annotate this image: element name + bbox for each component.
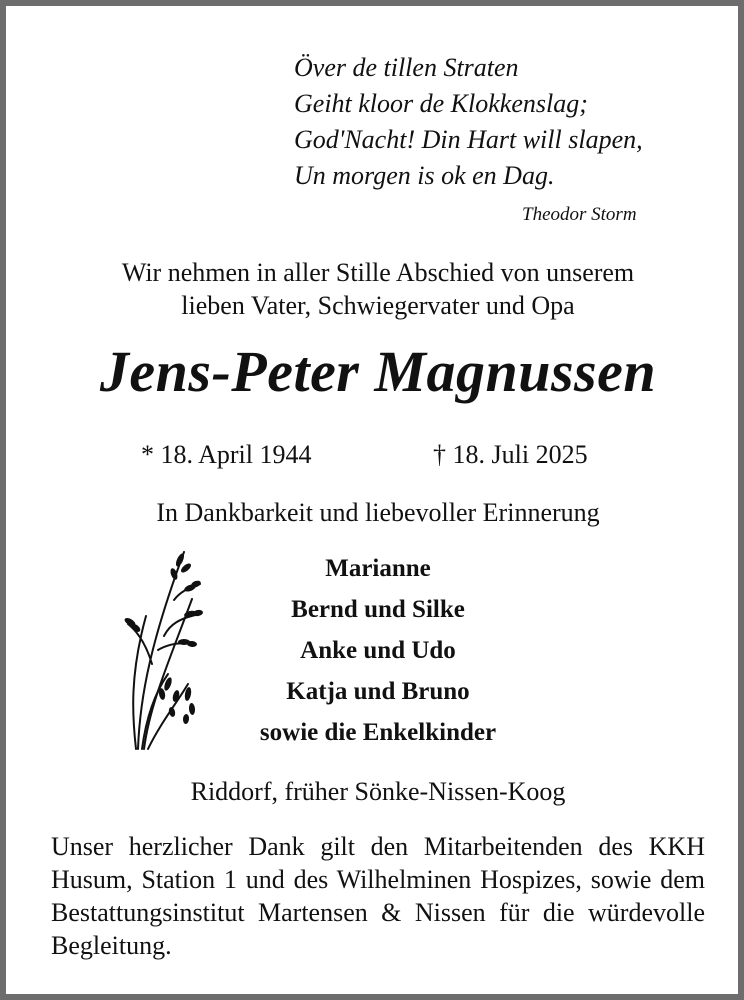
family-member: Katja und Bruno bbox=[286, 678, 470, 705]
poem-author: Theodor Storm bbox=[522, 204, 637, 225]
poem-line: Över de tillen Straten bbox=[294, 53, 519, 82]
family-list bbox=[206, 548, 550, 753]
death-date: † 18. Juli 2025 bbox=[433, 440, 588, 469]
family-member: Bernd und Silke bbox=[291, 596, 465, 623]
intro-line: lieben Vater, Schwiegervater und Opa bbox=[181, 291, 575, 320]
family-member: Anke und Udo bbox=[300, 637, 456, 664]
thanks-paragraph: Unser herzlicher Dank gilt den Mitarbeitenden des KKH Husum, Station 1 und des Wilhelminen Hospizes, sowie dem Bestattungsinstitut Martensen & Nissen für die würdevolle Begleitung. bbox=[51, 832, 705, 960]
family-member: sowie die Enkelkinder bbox=[259, 719, 497, 746]
place-line: Riddorf, früher Sönke-Nissen-Koog bbox=[190, 777, 566, 806]
intro-text bbox=[6, 256, 744, 322]
intro-line: Wir nehmen in aller Stille Abschied von unserem bbox=[121, 258, 635, 287]
poem bbox=[294, 50, 643, 194]
deceased-name: Jens-Peter Magnussen bbox=[99, 339, 657, 404]
poem-line: Geiht kloor de Klokkenslag; bbox=[294, 89, 588, 118]
poem-line: God'Nacht! Din Hart will slapen, bbox=[294, 125, 643, 154]
gratitude-line: In Dankbarkeit und liebevoller Erinnerung bbox=[156, 498, 600, 527]
poem-line: Un morgen is ok en Dag. bbox=[294, 161, 555, 190]
grass-icon bbox=[124, 544, 204, 754]
birth-date: * 18. April 1944 bbox=[141, 440, 312, 469]
family-member: Marianne bbox=[325, 555, 431, 582]
